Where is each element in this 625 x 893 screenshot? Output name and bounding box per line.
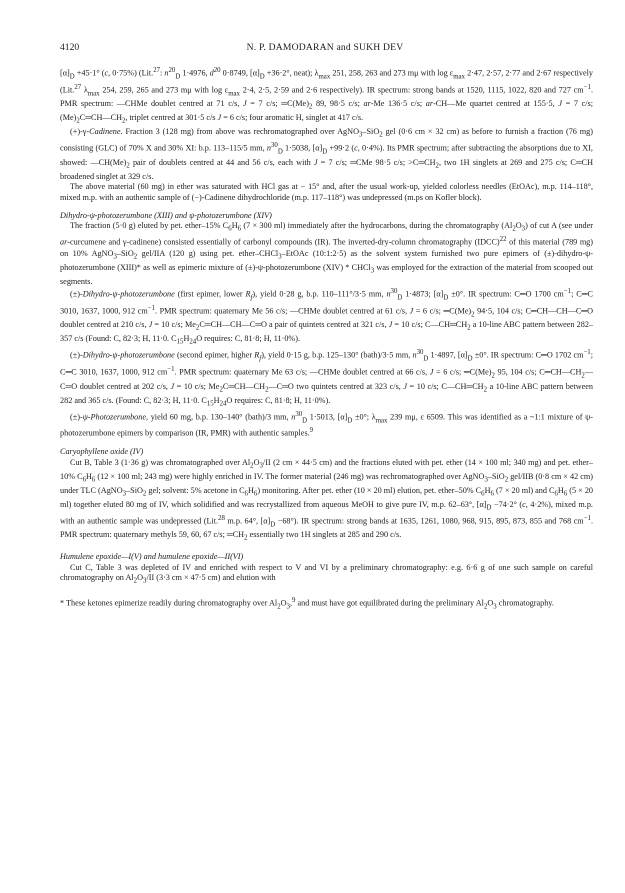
subscript-text: 2 bbox=[308, 104, 313, 112]
text-run: ψ-Photozerumbone bbox=[82, 412, 146, 422]
text-run: The fraction (5·0 g) eluted by pet. ether–15% C bbox=[70, 221, 229, 231]
text-run: gel/IIB (0·8 cm × 42 cm) under TLC (AgNO bbox=[60, 471, 594, 495]
text-run: . Fraction 3 (128 mg) from above was rechromatographed over AgNO bbox=[120, 127, 359, 137]
text-run: Caryophyllene oxide bbox=[60, 447, 128, 457]
text-run: gel (0·6 cm × 32 cm) as before to furnish a fraction (76 mg) consisting (GLC) of 70% X and 30% XI: b.p. 113–115/5 mm, bbox=[60, 127, 593, 154]
superscript-text: −1 bbox=[583, 83, 591, 91]
text-run: −74·2° ( bbox=[491, 499, 523, 509]
text-run: ; C═C 3010, 1637, 1000, 912 cm bbox=[60, 289, 593, 316]
subscript-text: f bbox=[250, 294, 253, 302]
text-run: 1·5013, [α] bbox=[307, 412, 348, 422]
text-run: O bbox=[280, 598, 287, 608]
paragraph bbox=[60, 563, 593, 587]
subscript-text: D bbox=[443, 294, 449, 302]
text-run: . PMR spectrum: quaternary Me 56 c/s; —CHMe doublet centred at 61 c/s, bbox=[155, 306, 410, 316]
subscript-text: D bbox=[302, 417, 308, 425]
superscript-text: −1 bbox=[583, 514, 591, 522]
text-run: Cut B, Table 3 (1·36 g) was chromatographed over Al bbox=[70, 457, 251, 467]
text-run: = 7 c/s; ═C(Me) bbox=[246, 99, 309, 109]
text-run: , yield 60 mg, b.p. 130–140° (bath)/3 mm, bbox=[146, 412, 292, 422]
text-run: (first epimer, lower bbox=[174, 289, 246, 299]
text-run: = 6 c/s; four aromatic H, singlet at 417 c/s. bbox=[221, 113, 364, 123]
subscript-text: 3 bbox=[143, 577, 147, 585]
subscript-text: 2 bbox=[195, 324, 200, 332]
text-run: n bbox=[412, 350, 417, 360]
text-run: essentially two 1H singlets at 285 and 290 c/s. bbox=[247, 530, 402, 540]
section-heading bbox=[60, 447, 593, 457]
text-run: −68°). IR spectrum: strong bands at 1635, 1261, 1080, 968, 915, 895, 873, 855 and 768 cm bbox=[275, 516, 584, 526]
text-run: = 10 c/s; Me bbox=[174, 381, 220, 391]
text-run: O requires: C, 81·8; H, 11·0%). bbox=[226, 395, 331, 405]
article-body bbox=[60, 66, 593, 613]
text-run: 89, 98·5 c/s; bbox=[312, 99, 364, 109]
text-run: 94·5, 104 c/s; C═CH—CH—C═O doublet centred at 210 c/s, bbox=[60, 306, 593, 330]
subscript-text: 6 bbox=[481, 490, 485, 498]
subscript-text: max bbox=[375, 417, 388, 425]
text-run: C═CH—CH bbox=[222, 381, 266, 391]
text-run: = 6 c/s; ═C(Me) bbox=[413, 306, 472, 316]
subscript-text: 3 bbox=[113, 253, 117, 261]
text-run: 1·4976, bbox=[180, 68, 210, 78]
text-run: . PMR spectrum: quaternary Me 63 c/s; —CHMe doublet centred at 66 c/s, bbox=[174, 367, 430, 377]
subscript-text: 6 bbox=[554, 490, 558, 498]
text-run: /II (3·3 cm × 47·5 cm) and elution with bbox=[146, 573, 276, 583]
text-run: Cut C, Table 3 was depleted of IV and enriched with respect to V and VI by a preliminary chromatography: e.g. 6·6 g of one such sample on careful chromatography on Al bbox=[60, 562, 593, 583]
subscript-text: 6 bbox=[82, 476, 86, 484]
text-run: O bbox=[515, 221, 522, 231]
superscript-text: 9 bbox=[309, 427, 314, 435]
text-run: 1·4897, [α] bbox=[428, 350, 468, 360]
subscript-text: D bbox=[467, 355, 473, 363]
text-run: J bbox=[388, 320, 393, 330]
subscript-text: 6 bbox=[563, 490, 568, 498]
superscript-text: 30 bbox=[416, 349, 424, 357]
text-run: H bbox=[183, 334, 190, 344]
subscript-text: 2 bbox=[379, 132, 383, 140]
text-run: chromatography. bbox=[496, 598, 554, 608]
subscript-text: D bbox=[175, 73, 181, 81]
subscript-text: D bbox=[423, 355, 429, 363]
text-run: λ bbox=[81, 85, 88, 95]
subscript-text: 2 bbox=[133, 577, 138, 585]
subscript-text: D bbox=[259, 73, 265, 81]
paragraph bbox=[60, 348, 593, 409]
subscript-text: 15 bbox=[206, 400, 214, 408]
text-run: * These ketones epimerize readily during chromatography over Al bbox=[60, 598, 278, 608]
subscript-text: D bbox=[277, 148, 283, 156]
text-run: Dihydro-ψ-photozerumbone bbox=[82, 289, 175, 299]
superscript-text: 30 bbox=[271, 142, 278, 150]
text-run: c bbox=[522, 499, 526, 509]
text-run: 251, 258, 263 and 273 mμ with log ε bbox=[330, 68, 454, 78]
text-run: [α] bbox=[60, 68, 70, 78]
text-run: –SiO bbox=[116, 248, 134, 258]
superscript-text: 30 bbox=[295, 410, 303, 418]
text-run: Dihydro-ψ-photozerumbone bbox=[82, 350, 175, 360]
text-run: Dihydro-ψ-photozerumbone bbox=[60, 211, 153, 221]
text-run: 1·4873; [α] bbox=[402, 289, 444, 299]
text-run: . PMR spectrum: —CHMe doublet centred at 71 c/s, bbox=[60, 85, 593, 109]
section-heading bbox=[60, 211, 593, 221]
subscript-text: 2 bbox=[581, 372, 585, 380]
text-run: gel; solvent: 5% acetone in C bbox=[146, 485, 245, 495]
text-run: ), yield 0·15 g, b.p. 125–130° (bath)/3·5 mm, bbox=[261, 350, 413, 360]
subscript-text: D bbox=[397, 294, 403, 302]
page-number: 4120 bbox=[60, 42, 80, 53]
text-run: R bbox=[245, 289, 251, 299]
subscript-text: 3 bbox=[259, 462, 263, 470]
text-run: ), yield 0·28 g, b.p. 110–111°/3·5 mm, bbox=[252, 289, 387, 299]
text-run: c bbox=[104, 68, 109, 78]
text-run: , triplet centred at 301·5 c/s bbox=[125, 113, 218, 123]
paragraph bbox=[60, 127, 593, 182]
text-run: n bbox=[291, 412, 296, 422]
subscript-text: 2 bbox=[483, 386, 488, 394]
subscript-text: 2 bbox=[244, 535, 248, 543]
subscript-text: max bbox=[453, 73, 465, 81]
text-run: O bbox=[487, 598, 494, 608]
text-run: (7 × 300 ml) immediately after the hydrocarbons, during the chromatography (Al bbox=[241, 221, 513, 231]
subscript-text: 2 bbox=[504, 476, 509, 484]
text-run: n bbox=[266, 144, 271, 154]
subscript-text: 6 bbox=[237, 226, 242, 234]
subscript-text: 3 bbox=[358, 132, 363, 140]
superscript-text: 20 bbox=[168, 67, 176, 74]
superscript-text: 27 bbox=[74, 83, 82, 91]
subscript-text: 2 bbox=[491, 372, 495, 380]
superscript-text: −1 bbox=[167, 365, 175, 373]
text-run: O requires: C, 81·8; H, 11·0%). bbox=[196, 334, 301, 344]
paragraph bbox=[60, 182, 593, 203]
text-run: 254, 259, 265 and 273 mμ with log ε bbox=[99, 85, 229, 95]
text-run: was employed for the extraction of the material from scooped out segments. bbox=[60, 262, 593, 286]
text-run: The above material (60 mg) in ether was saturated with HCl gas at − 15° and, after the usual work-up, yielded colorless needles (EtOAc), m.p. 114–118°, mixed m.p. with an authentic sample of (−)-Cadinene dihydrochloride (m.p. 117–118°) was undepressed (m.ps on Kofler block). bbox=[60, 182, 593, 202]
text-run: m.p. 64°, [α] bbox=[224, 516, 271, 526]
text-run: J bbox=[148, 320, 153, 330]
text-run: J bbox=[558, 99, 562, 109]
text-run: : bbox=[160, 68, 165, 78]
text-run: (7 × 20 ml) and C bbox=[493, 485, 555, 495]
text-run: , two 1H singlets at 269 and 275 c/s; C═CH broadened singlet at 329 c/s. bbox=[60, 158, 594, 182]
subscript-text: 2 bbox=[512, 226, 516, 234]
text-run: 2·4, 2·5, 2·59 and 2·6 respectively). IR spectrum: strong bands at 1520, 1115, 1022, 820 and 727 cm bbox=[239, 85, 584, 95]
subscript-text: 2 bbox=[250, 462, 254, 470]
subscript-text: 3 bbox=[278, 253, 282, 261]
text-run: 95, 104 c/s; C═CH—CH bbox=[494, 367, 582, 377]
text-run: (second epimer, higher bbox=[174, 350, 255, 360]
text-run: –SiO bbox=[362, 127, 380, 137]
subscript-text: 2 bbox=[122, 118, 126, 126]
text-run: . PMR spectrum: quaternary methyls 59, 60, 67 c/s; ═CH bbox=[60, 516, 593, 540]
subscript-text: 2 bbox=[219, 386, 223, 394]
text-run: H bbox=[557, 485, 564, 495]
subscript-text: 2 bbox=[142, 490, 147, 498]
superscript-text: −1 bbox=[563, 287, 572, 295]
text-run: -CH—Me quartet centred at 155·5, bbox=[433, 99, 559, 109]
text-run: ; C═C 3010, 1637, 1000, 912 cm bbox=[60, 350, 593, 377]
paragraph bbox=[60, 410, 593, 440]
text-run: +99·2 ( bbox=[327, 144, 355, 154]
text-run: = 10 c/s; C—CH═CH bbox=[407, 381, 484, 391]
text-run: H bbox=[85, 471, 92, 481]
subscript-text: 6 bbox=[91, 476, 96, 484]
superscript-text: 27 bbox=[153, 67, 161, 74]
text-run: J bbox=[217, 113, 222, 123]
text-run: and humulene epoxide bbox=[143, 552, 218, 562]
text-run: of this material (789 mg) on 10% AgNO bbox=[60, 238, 594, 258]
text-run: (+)-γ- bbox=[70, 127, 90, 137]
subscript-text: 3 bbox=[122, 490, 127, 498]
subscript-text: D bbox=[270, 521, 276, 529]
text-run: R bbox=[254, 350, 260, 360]
text-run: —C═O two quintets centred at 323 c/s, bbox=[268, 381, 404, 391]
text-run: J bbox=[313, 158, 318, 168]
text-run: –SiO bbox=[126, 485, 143, 495]
text-run: 239 mμ, ε 6509. This was identified as a ~1:1 mixture of ψ-photozerumbone epimers by comparison (IR, PMR) with authentic samples. bbox=[60, 412, 593, 439]
text-run: (XIV) bbox=[251, 211, 272, 221]
text-run: (5 × 20 ml) together eluted 80 mg of IV, which solidified and was recrystallized from aqueous MeOH to give pure IV, m.p. 62–63°, [α] bbox=[60, 485, 594, 509]
text-run: –EtOAc (10:1:2·5) as the solvent system furnished two pure epimers of (±)-dihydro-ψ-photozerumbone (XIII)* as well as epimeric mixture of (±)-ψ-photozerumbone (XIV) * CHCl bbox=[60, 248, 593, 272]
text-run: , bbox=[289, 598, 293, 608]
text-run: +36·2°, neat); λ bbox=[264, 68, 319, 78]
text-run: J bbox=[170, 381, 175, 391]
subscript-text: 6 bbox=[490, 490, 494, 498]
text-run: C═CH—CH bbox=[79, 113, 122, 123]
subscript-text: 2 bbox=[133, 253, 138, 261]
text-run: ±0°. IR spectrum: C═O 1702 cm bbox=[472, 350, 584, 360]
subscript-text: D bbox=[69, 73, 75, 81]
text-run: C═CH—CH—C═O a pair of quintets centred at 321 c/s, bbox=[199, 320, 389, 330]
subscript-text: 3 bbox=[370, 267, 375, 275]
text-run: –SiO bbox=[487, 471, 505, 481]
superscript-text: 30 bbox=[390, 287, 398, 295]
text-run: n bbox=[386, 289, 391, 299]
paragraph bbox=[60, 287, 593, 348]
text-run: ar bbox=[60, 238, 68, 248]
subscript-text: max bbox=[87, 90, 100, 98]
text-run: (±)- bbox=[70, 350, 83, 360]
text-run: = 10 c/s; C—CH═CH bbox=[392, 320, 468, 330]
text-run: n bbox=[164, 68, 169, 78]
subscript-text: max bbox=[318, 73, 331, 81]
text-run: ) of cut A (see under bbox=[525, 221, 593, 231]
text-run: J bbox=[409, 306, 414, 316]
text-run: Cadinene bbox=[89, 127, 121, 137]
running-header bbox=[60, 42, 590, 56]
subscript-text: 6 bbox=[244, 490, 248, 498]
text-run: -Me 136·5 c/s; bbox=[370, 99, 426, 109]
text-run: (±)- bbox=[70, 289, 83, 299]
superscript-text: 20 bbox=[213, 67, 221, 74]
text-run: ar bbox=[425, 99, 434, 109]
text-run: , 0·4%). Its PMR spectrum; after subtracting the absorptions due to XI, showed: —CH(Me) bbox=[60, 144, 593, 168]
subscript-text: D bbox=[347, 417, 353, 425]
subscript-text: 6 bbox=[253, 490, 258, 498]
subscript-text: 2 bbox=[467, 324, 471, 332]
text-run: , 0·75%) (Lit. bbox=[108, 68, 154, 78]
text-run: H bbox=[247, 485, 254, 495]
subscript-text: 2 bbox=[471, 310, 475, 318]
text-run: J bbox=[429, 367, 434, 377]
subscript-text: max bbox=[228, 90, 240, 98]
text-run: (12 × 100 ml; 243 mg) were highly enriched in IV. The former material (246 mg) was rechromatographed over AgNO bbox=[95, 471, 485, 481]
text-run: 2·47, 2·57, 2·77 and 2·67 respectively (Lit. bbox=[60, 68, 593, 95]
text-run: ±0°; λ bbox=[352, 412, 376, 422]
text-run: O bbox=[253, 457, 260, 467]
subscript-text: 6 bbox=[228, 226, 232, 234]
subscript-text: 3 bbox=[286, 603, 290, 611]
subscript-text: 24 bbox=[189, 338, 197, 346]
text-run: (IV) bbox=[127, 447, 144, 457]
text-run: gel/IIA (120 g) using pet. ether–CHCl bbox=[137, 248, 279, 258]
running-title: N. P. DAMODARAN and SUKH DEV bbox=[246, 42, 404, 53]
superscript-text: −1 bbox=[583, 349, 591, 357]
section-heading bbox=[60, 552, 593, 562]
text-run: = 10 c/s; Me bbox=[152, 320, 196, 330]
text-run: J bbox=[403, 381, 407, 391]
text-run: H bbox=[484, 485, 491, 495]
text-run: +45·1° ( bbox=[74, 68, 105, 78]
subscript-text: 15 bbox=[176, 338, 184, 346]
subscript-text: 2 bbox=[126, 162, 130, 170]
text-run: /II (2 cm × 44·5 cm) and the fractions eluted with pet. ether (14 × 100 ml; 340 mg) and pet. ether–10% C bbox=[60, 457, 593, 481]
text-run: ar bbox=[363, 99, 371, 109]
text-run: a 10-line ABC pattern between 282–357 c/s (Found: C, 82·3; H, 11·0. C bbox=[60, 320, 594, 344]
text-run: and must have got equilibrated during the preliminary Al bbox=[295, 598, 484, 608]
text-run: c bbox=[354, 144, 358, 154]
text-run: (XIII) bbox=[152, 211, 175, 221]
text-run: = 6 c/s; ═C(Me) bbox=[433, 367, 492, 377]
text-run: J bbox=[243, 99, 247, 109]
subscript-text: 2 bbox=[483, 603, 488, 611]
text-run: (±)- bbox=[70, 412, 83, 422]
text-run: = 7 c/s; (Me) bbox=[60, 99, 593, 123]
subscript-text: 3 bbox=[493, 603, 497, 611]
paragraph bbox=[60, 458, 593, 545]
text-run: Humulene epoxide bbox=[60, 552, 122, 562]
superscript-text: 9 bbox=[292, 597, 296, 605]
text-run: d bbox=[209, 68, 214, 78]
subscript-text: 2 bbox=[265, 386, 269, 394]
subscript-text: D bbox=[486, 504, 492, 512]
text-run: —II(VI) bbox=[217, 552, 244, 562]
text-run: O bbox=[137, 573, 144, 583]
text-run: 0·8749, [α] bbox=[220, 68, 260, 78]
subscript-text: 3 bbox=[521, 226, 526, 234]
text-run: and ψ-photozerumbone bbox=[174, 211, 252, 221]
paragraph bbox=[60, 66, 593, 127]
text-run: —C═O doublet centred at 202 c/s, bbox=[60, 367, 593, 391]
text-run: ±0°. IR spectrum: C═O 1700 cm bbox=[448, 289, 564, 299]
subscript-text: f bbox=[259, 355, 262, 363]
subscript-text: 3 bbox=[484, 476, 488, 484]
text-run: 1·5038, [α] bbox=[282, 144, 323, 154]
subscript-text: 2 bbox=[435, 162, 439, 170]
text-run: H bbox=[213, 395, 220, 405]
footnote bbox=[60, 596, 593, 613]
superscript-text: −1 bbox=[147, 304, 155, 312]
subscript-text: D bbox=[322, 148, 328, 156]
subscript-text: 24 bbox=[219, 400, 227, 408]
text-run: ) monitoring. After pet. ether (10 × 20 ml) elution, pet. ether–50% C bbox=[257, 485, 482, 495]
text-run: H bbox=[231, 221, 238, 231]
text-run: , 4·2%), mixed m.p. with an authentic sample was undepressed (Lit. bbox=[60, 499, 593, 526]
superscript-text: 28 bbox=[218, 514, 225, 522]
text-run: pair of doublets centred at 44 and 56 c/s, each with bbox=[129, 158, 314, 168]
text-run: = 7 c/s; ═CMe 98·5 c/s; >C═CH bbox=[317, 158, 436, 168]
text-run: a 10-line ABC pattern between 282 and 365 c/s. (Found: C, 82·3; H, 11·0. C bbox=[60, 381, 594, 405]
paragraph bbox=[60, 221, 593, 286]
text-run: -curcumene and γ-cadinene) consisted essentially of carbonyl compounds (IR). The inverted-dry-column chromatography (IDCC) bbox=[67, 238, 500, 248]
superscript-text: 22 bbox=[499, 236, 507, 244]
subscript-text: 2 bbox=[277, 603, 281, 611]
text-run: —I(V) bbox=[121, 552, 144, 562]
subscript-text: 2 bbox=[76, 118, 80, 126]
